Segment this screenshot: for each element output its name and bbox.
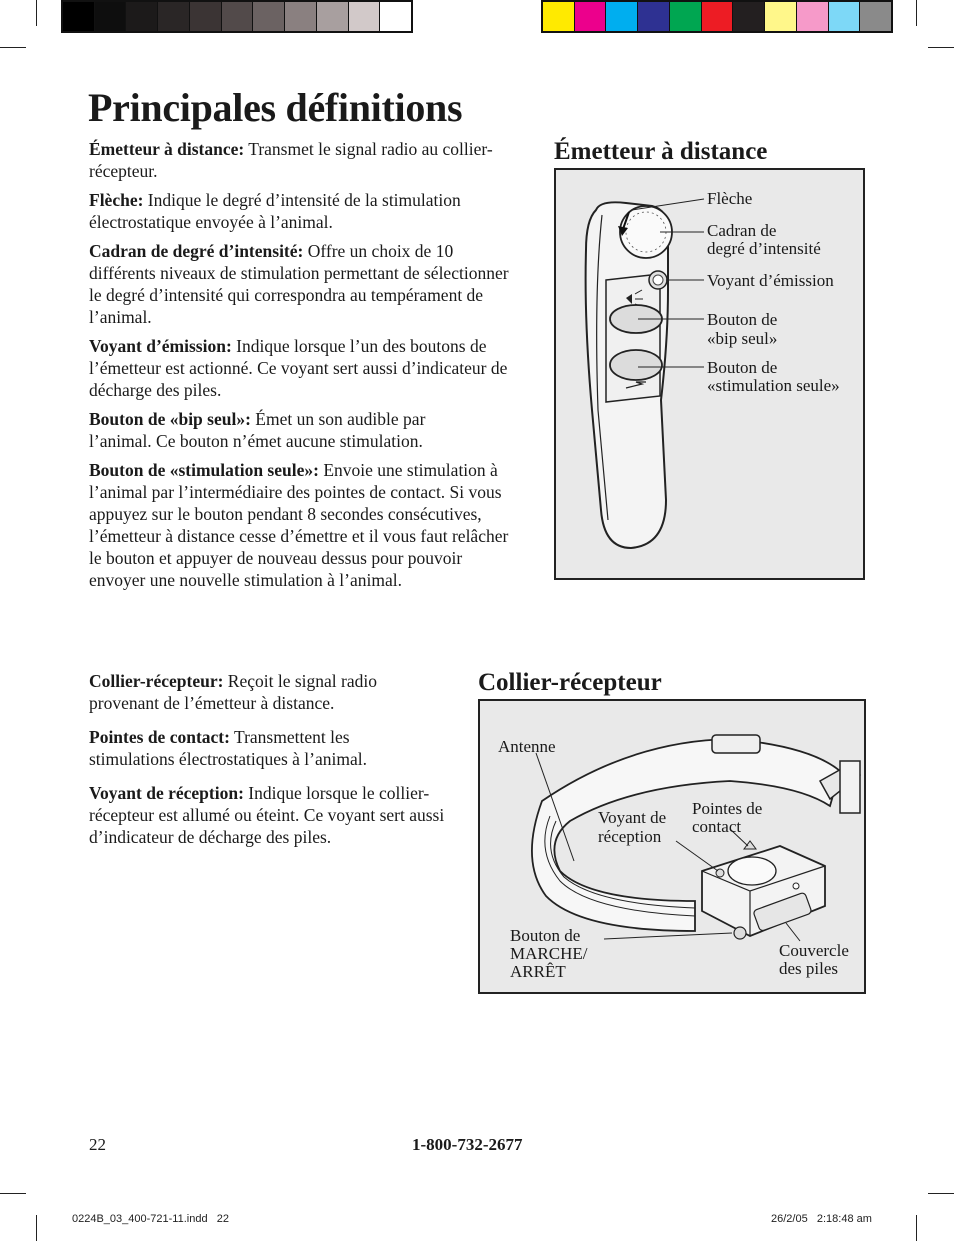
crop-mark — [916, 0, 917, 26]
color-swatch — [349, 2, 381, 31]
color-swatch — [702, 2, 734, 31]
color-swatch — [190, 2, 222, 31]
label-bip-line2: «bip seul» — [707, 329, 778, 348]
leader-bouton — [604, 933, 732, 939]
label-cadran-line2: degré d’intensité — [707, 239, 821, 258]
color-swatch — [222, 2, 254, 31]
page-number: 22 — [89, 1135, 106, 1154]
color-swatch — [638, 2, 670, 31]
crop-mark — [0, 1193, 26, 1194]
color-swatch — [575, 2, 607, 31]
color-swatch — [797, 2, 829, 31]
definitions-list-top — [89, 138, 547, 598]
label-fleche: Flèche — [707, 189, 753, 208]
label-voyant-line1: Voyant de — [598, 808, 667, 827]
transmitter-figure — [554, 168, 865, 580]
stimulation-button — [610, 350, 662, 380]
transmitter-panel — [606, 274, 660, 402]
collar-heading: Collier-récepteur — [478, 669, 662, 696]
label-pointes-line1: Pointes de — [692, 799, 763, 818]
page-title: Principales définitions — [88, 85, 463, 130]
on-off-button — [734, 927, 746, 939]
label-bouton-line2: MARCHE/ — [510, 944, 588, 963]
color-swatch — [860, 2, 891, 31]
label-stim-line1: Bouton de — [707, 358, 778, 377]
color-swatch — [95, 2, 127, 31]
transmitter-heading: Émetteur à distance — [554, 138, 768, 165]
color-swatch — [317, 2, 349, 31]
label-voyant-emission: Voyant d’émission — [707, 271, 834, 290]
definition-bip-seul: Bouton de «bip seul»: Émet un son audible par l’animal. Ce bouton n’émet aucune stimulation. — [89, 409, 426, 451]
label-couvercle-line2: des piles — [779, 959, 839, 978]
color-swatch — [543, 2, 575, 31]
slug-file-info: 0224B_03_400-721-11.indd 22 — [72, 1213, 229, 1225]
color-swatch — [63, 2, 95, 31]
crop-mark — [36, 0, 37, 26]
label-pointes-line2: contact — [692, 817, 742, 836]
label-bip-line1: Bouton de — [707, 310, 778, 329]
color-swatch — [733, 2, 765, 31]
phone-number: 1-800-732-2677 — [412, 1135, 523, 1154]
definition-pointes: Pointes de contact: Transmettent les stimulations électrostatiques à l’animal. — [89, 727, 367, 769]
color-swatch — [158, 2, 190, 31]
slug-date: 26/2/05 2:18:48 am — [771, 1213, 872, 1225]
color-swatch — [670, 2, 702, 31]
label-bouton-line1: Bouton de — [510, 926, 581, 945]
crop-mark — [0, 47, 26, 48]
definitions-list-bottom — [89, 670, 479, 855]
crop-mark — [928, 47, 954, 48]
label-couvercle-line1: Couvercle — [779, 941, 849, 960]
definition-cadran: Cadran de degré d’intensité: Offre un choix de 10 différents niveaux de stimulation permettant de sélectionner le degré d’intensité qui correspondra au tempérament de l’animal. — [89, 241, 509, 327]
color-swatch — [253, 2, 285, 31]
definition-collier: Collier-récepteur: Reçoit le signal radio provenant de l’émetteur à distance. — [89, 671, 377, 713]
definition-fleche: Flèche: Indique le degré d’intensité de la stimulation électrostatique envoyée à l’animal. — [89, 190, 461, 232]
color-swatch — [606, 2, 638, 31]
color-swatch — [765, 2, 797, 31]
color-swatch — [380, 2, 411, 31]
color-swatch — [126, 2, 158, 31]
grayscale-color-bar — [61, 0, 413, 33]
definition-stimulation-seule: Bouton de «stimulation seule»: Envoie une stimulation à l’animal par l’intermédiaire des pointes de contact. Si vous appuyez sur le bouton pendant 8 secondes consécutives, l’émetteur à distance cesse d’émettre et il vous faut relâcher le bouton et appuyer de nouveau dessus pour pouvoir envoyer une nouvelle stimulation à l’animal. — [89, 460, 509, 590]
color-swatch — [829, 2, 861, 31]
definition-emetteur: Émetteur à distance: Transmet le signal radio au collier-récepteur. — [89, 139, 493, 181]
process-color-bar — [541, 0, 893, 33]
color-swatch — [285, 2, 317, 31]
leader-couvercle — [786, 923, 800, 941]
leader-voyant-reception — [676, 841, 718, 871]
label-bouton-line3: ARRÊT — [510, 962, 566, 981]
label-cadran-line1: Cadran de — [707, 221, 777, 240]
crop-mark — [916, 1215, 917, 1241]
label-stim-line2: «stimulation seule» — [707, 376, 840, 395]
definition-voyant-reception: Voyant de réception: Indique lorsque le collier-récepteur est allumé ou éteint. Ce voyant sert aussi d’indicateur de décharge des piles. — [89, 783, 445, 847]
collar-figure — [478, 699, 866, 994]
crop-mark — [928, 1193, 954, 1194]
crop-mark — [36, 1215, 37, 1241]
label-voyant-line2: réception — [598, 827, 662, 846]
collar-keeper — [712, 735, 760, 753]
label-antenne: Antenne — [498, 737, 556, 756]
contact-point-icon — [744, 841, 756, 849]
receiver-top-dome — [728, 857, 776, 885]
definition-voyant-emission: Voyant d’émission: Indique lorsque l’un des boutons de l’émetteur est actionné. Ce voyant sert aussi d’indicateur de décharge des piles. — [89, 336, 508, 400]
